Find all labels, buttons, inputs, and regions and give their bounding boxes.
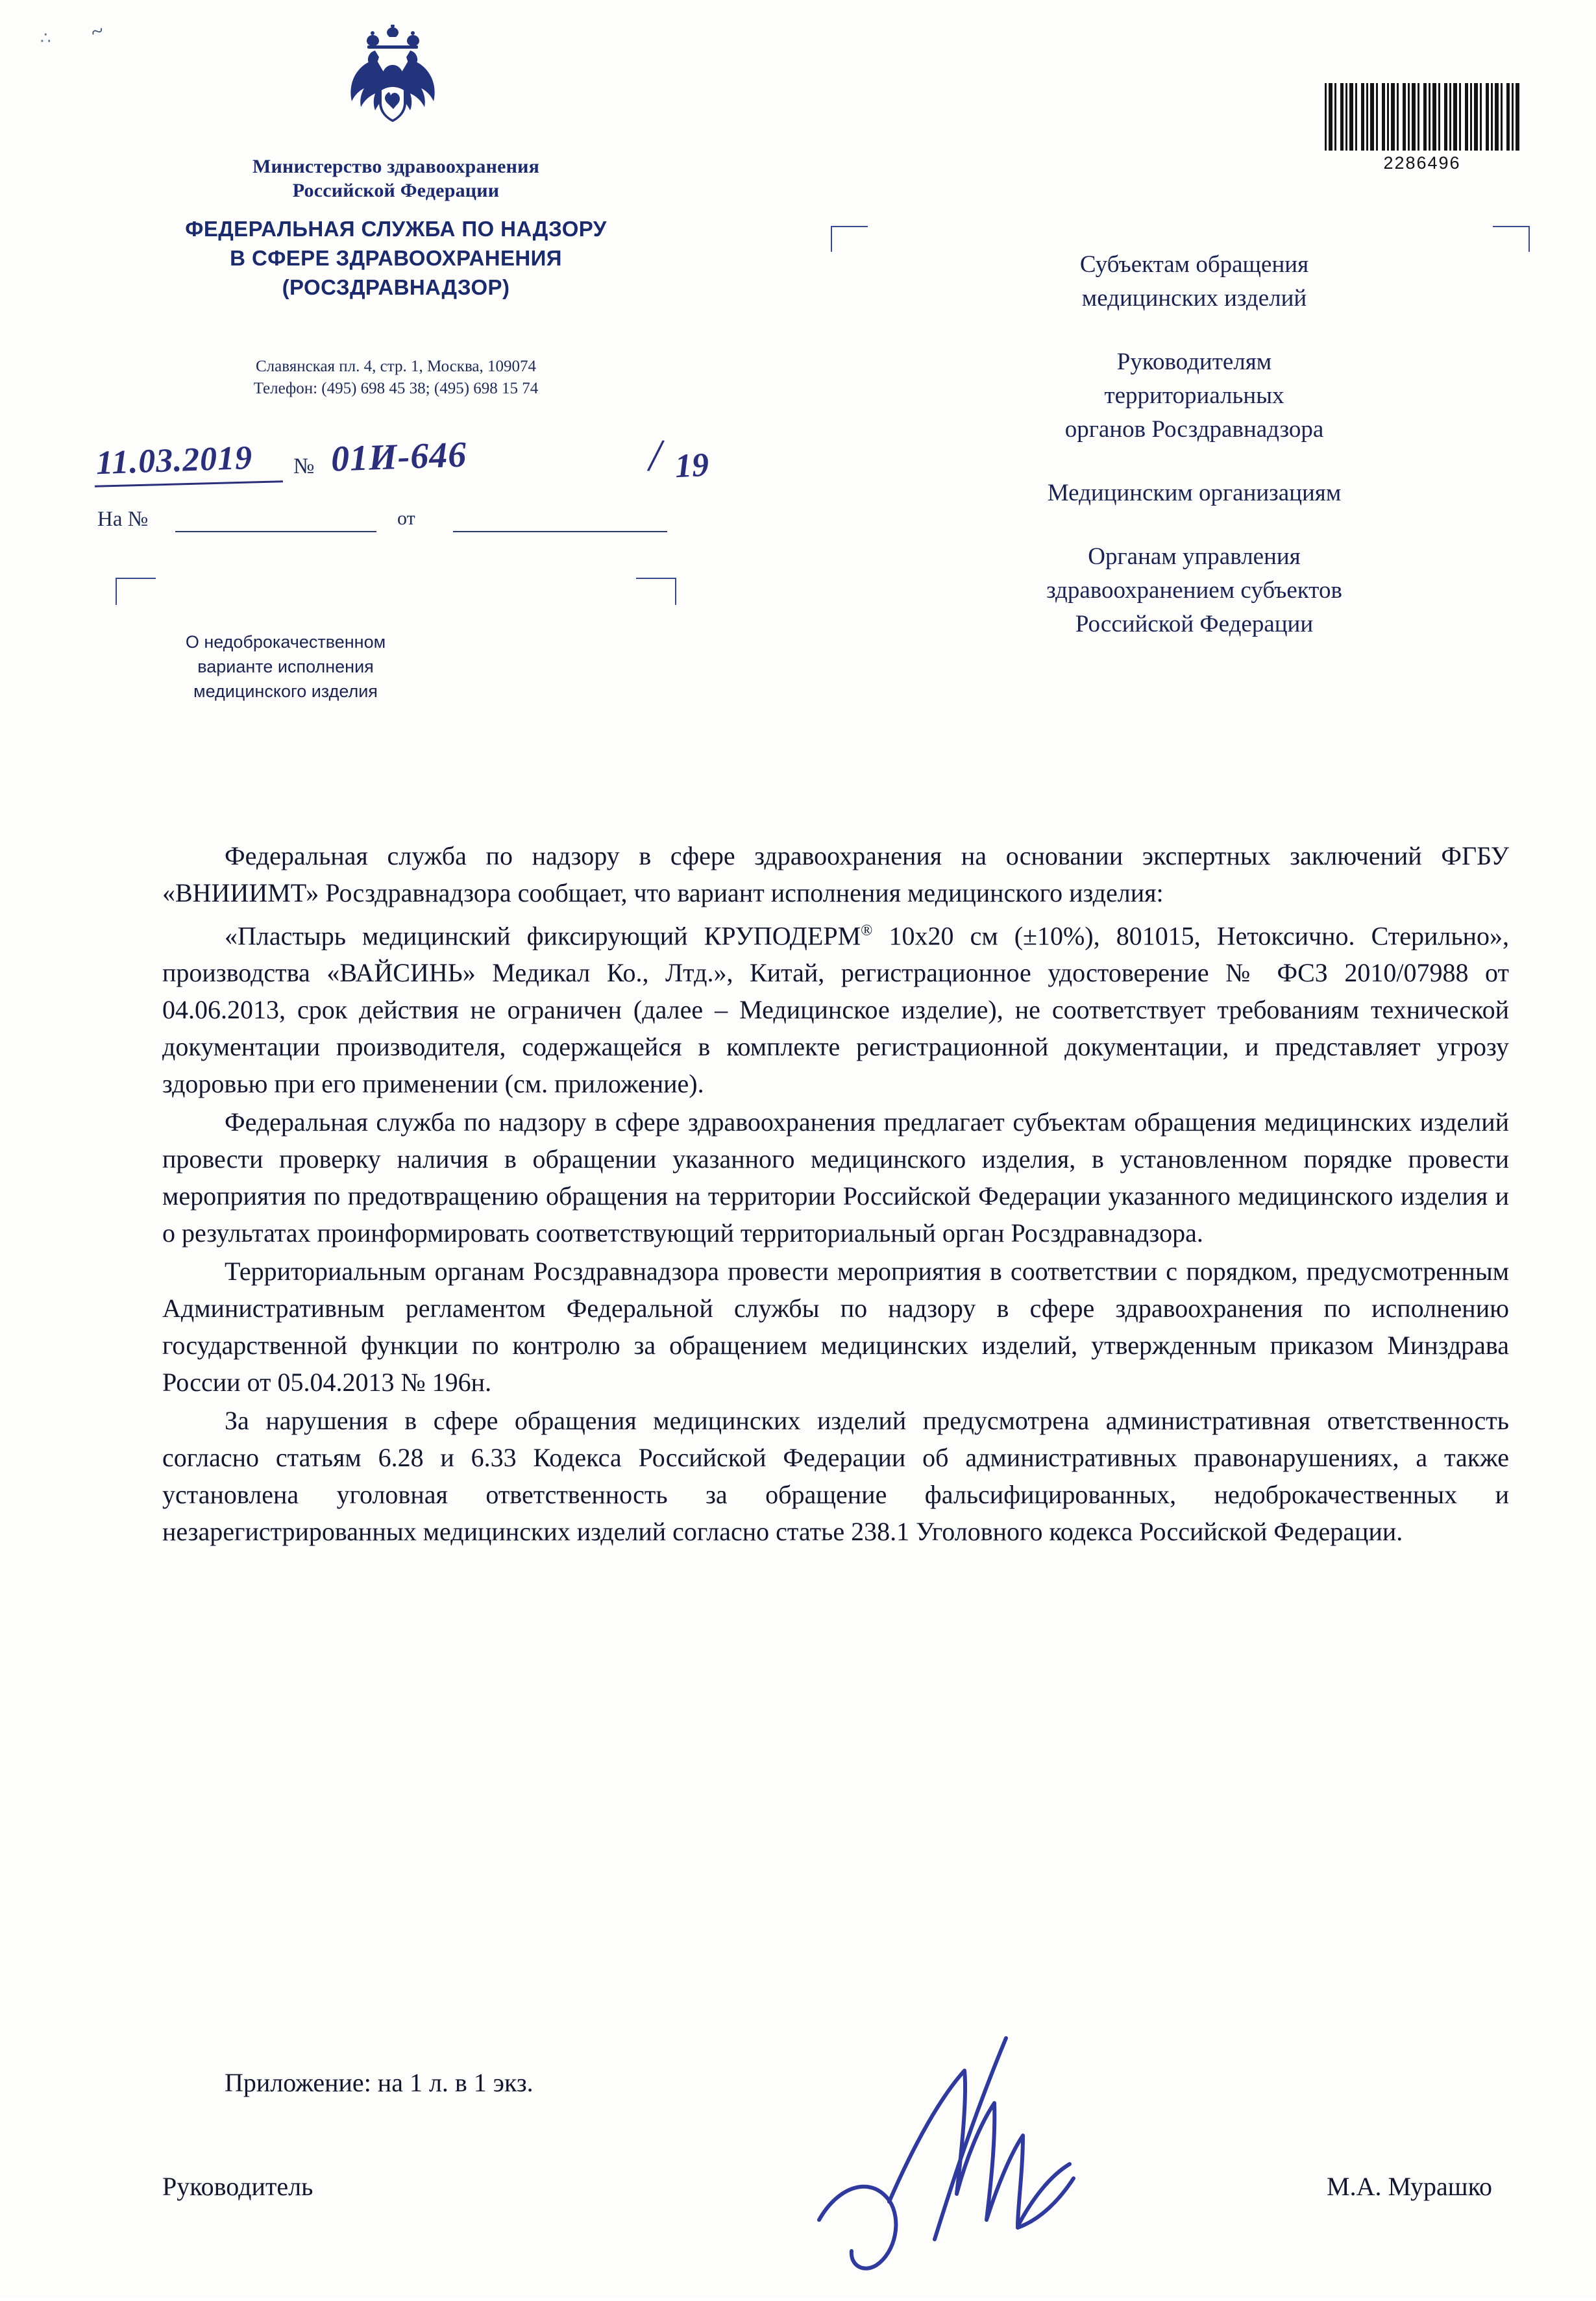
body-paragraph-4: Территориальным органам Росздравнадзора провести мероприятия в соответствии с порядком, предусмотренным Административным регламентом Федеральной службы по надзору в сфере здравоохранения по исполнению государственной функции по контролю за обращением медицинских изделий, утвержденным приказом Минздрава России от 05.04.2013 № 196н. — [162, 1257, 1509, 1397]
subject-block — [117, 630, 454, 704]
address-line-2: Телефон: (495) 698 45 38; (495) 698 15 74 — [253, 380, 539, 397]
org-address — [104, 356, 688, 400]
reply-date-label: от — [397, 508, 415, 529]
addressee-line: Органам управления — [1088, 543, 1301, 570]
address-line-1: Славянская пл. 4, стр. 1, Москва, 109074 — [255, 358, 537, 375]
addressee-line: Руководителям — [1116, 349, 1272, 375]
addressee-group-2 — [876, 345, 1512, 447]
addressee-line: Субъектам обращения — [1079, 251, 1309, 278]
scan-artifact-stroke: ~ — [88, 18, 107, 45]
addressee-block — [876, 248, 1512, 671]
service-line-1: ФЕДЕРАЛЬНАЯ СЛУЖБА ПО НАДЗОРУ — [185, 217, 607, 241]
signer-name: М.А. Мурашко — [1327, 2172, 1492, 2201]
reply-number-rule — [175, 531, 376, 532]
ministry-heading — [104, 154, 688, 203]
addressee-line: территориальных — [1104, 382, 1284, 409]
number-sign-label: № — [293, 454, 315, 478]
addressee-frame-corner-top-left — [831, 226, 868, 252]
registration-date-handwritten: 11.03.2019 — [95, 439, 254, 482]
barcode-bars — [1325, 83, 1519, 151]
body-paragraph-5: За нарушения в сфере обращения медицинских изделий предусмотрена административная ответственность согласно статьям 6.28 и 6.33 Кодекса Российской Федерации об административных правонарушениях, а также установлена уголовная ответственность за обращение фальсифицированных, недоброкачественных и незарегистрированных медицинских изделий согласно статье 238.1 Уголовного кодекса Российской Федерации. — [162, 1406, 1509, 1547]
service-heading — [84, 214, 707, 302]
registration-number-handwritten: 01И-646 — [330, 434, 468, 480]
addressee-line: органов Росздравнадзора — [1064, 416, 1324, 443]
body-paragraph-2: «Пластырь медицинский фиксирующий КРУПОДЕРМ® 10х20 см (±10%), 801015, Нетоксично. Стерильно», производства «ВАЙСИНЬ» Медикал Ко., Лтд.», Китай, регистрационное удостоверение № ФСЗ 2010/07988 от 04.06.2013, срок действия не ограничен (далее – Медицинское изделие), не соответствует требованиям технической документации производителя, содержащейся в комплекте регистрационной документации, и представляет угрозу здоровью при его применении (см. приложение). — [162, 921, 1509, 1099]
addressee-group-3 — [876, 476, 1512, 510]
letter-body — [162, 837, 1509, 1551]
service-line-2: В СФЕРЕ ЗДРАВООХРАНЕНИЯ — [230, 246, 562, 270]
addressee-line: Российской Федерации — [1075, 611, 1314, 637]
subject-line-1: О недоброкачественном — [185, 632, 386, 652]
subject-frame-corner-top-right — [636, 578, 676, 605]
russian-coat-of-arms-emblem — [338, 25, 448, 138]
subject-line-2: варианте исполнения — [197, 657, 374, 676]
appendix-note: Приложение: на 1 л. в 1 экз. — [225, 2068, 534, 2097]
barcode-number: 2286496 — [1383, 153, 1461, 173]
addressee-group-4 — [876, 540, 1512, 641]
addressee-line: здравоохранением субъектов — [1046, 577, 1342, 604]
barcode — [1325, 83, 1519, 173]
addressee-group-1 — [876, 248, 1512, 315]
body-paragraph-1: Федеральная служба по надзору в сфере здравоохранения на основании экспертных заключений ФГБУ «ВНИИИМТ» Росздравнадзора сообщает, что вариант исполнения медицинского изделия: — [162, 841, 1509, 907]
signer-role: Руководитель — [162, 2172, 313, 2201]
service-line-3: (РОСЗДРАВНАДЗОР) — [282, 275, 510, 299]
addressee-line: медицинских изделий — [1081, 285, 1307, 312]
scan-artifact-mark: ∴ — [40, 29, 51, 47]
body-paragraph-3: Федеральная служба по надзору в сфере здравоохранения предлагает субъектам обращения медицинских изделий провести проверку наличия в обращении указанного медицинского изделия, в установленном порядке провести мероприятия по предотвращению обращения на территории Российской Федерации указанного медицинского изделия и о результатах проинформировать соответствующий территориальный орган Росздравнадзора. — [162, 1107, 1509, 1248]
registration-year-handwritten: 19 — [674, 446, 710, 486]
reply-date-rule — [453, 531, 667, 532]
ministry-line-2: Российской Федерации — [292, 180, 500, 201]
registration-slash: / — [645, 428, 667, 484]
addressee-line: Медицинским организациям — [1047, 480, 1342, 506]
ministry-line-1: Министерство здравоохранения — [252, 156, 540, 177]
handwritten-signature-mark — [811, 2025, 1175, 2298]
subject-frame-corner-top-left — [116, 578, 156, 605]
reply-number-label: На № — [97, 508, 149, 531]
registration-date-underline — [95, 480, 283, 487]
subject-line-3: медицинского изделия — [193, 682, 378, 701]
